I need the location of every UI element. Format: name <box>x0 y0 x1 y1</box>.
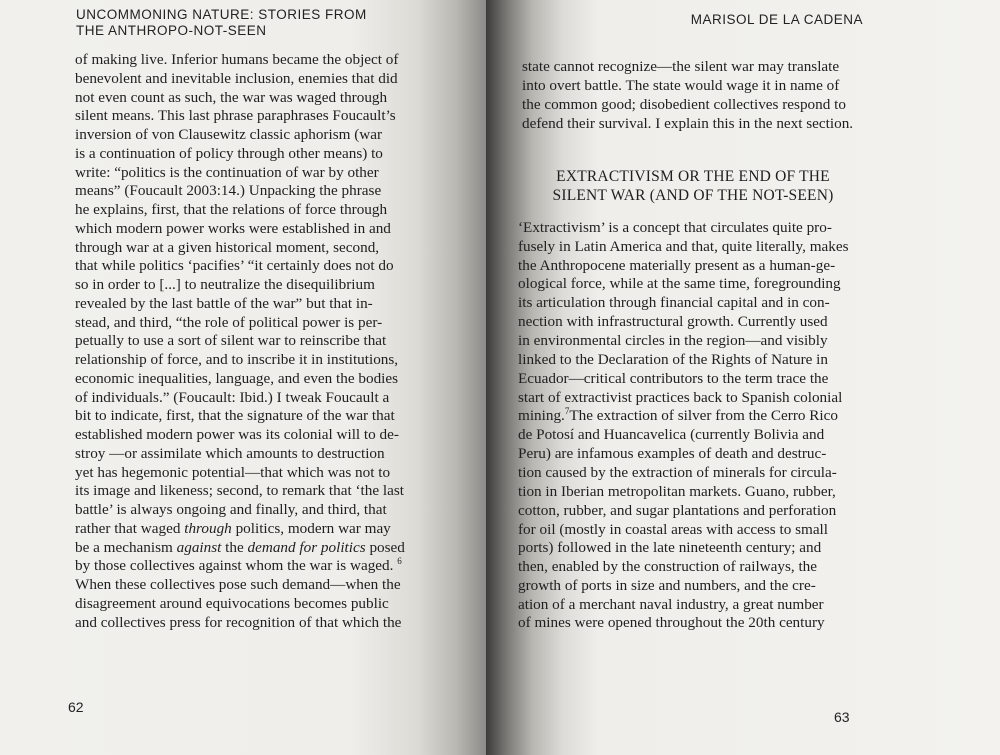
text-line: state cannot recognize—the silent war may translate <box>522 58 840 75</box>
left-page <box>0 0 486 755</box>
text-line: its articulation through financial capital and in con- <box>518 294 830 311</box>
text-line: inversion of von Clausewitz classic aphorism (war <box>75 126 383 143</box>
text-line: means” (Foucault 2003:14.) Unpacking the phrase <box>75 182 382 199</box>
text-line: ological force, while at the same time, foregrounding <box>518 275 841 292</box>
running-head-line: UNCOMMONING NATURE: STORIES FROM <box>76 7 367 22</box>
footnote-marker[interactable]: 7 <box>564 405 570 416</box>
text-line: ‘Extractivism’ is a concept that circulates quite pro- <box>518 219 832 236</box>
text-line: relationship of force, and to inscribe it in institutions, <box>75 351 399 368</box>
text-run: by those collectives against whom the war is waged. <box>75 557 394 574</box>
text-line: of individuals.” (Foucault: Ibid.) I tweak Foucault a <box>75 389 390 406</box>
text-line: not even count as such, the war was waged through <box>75 89 388 106</box>
text-line: linked to the Declaration of the Rights of Nature in <box>518 351 828 368</box>
text-line: benevolent and inevitable inclusion, enemies that did <box>75 70 398 87</box>
text-line <box>75 557 402 575</box>
text-line: and collectives press for recognition of that which the <box>75 614 402 631</box>
text-line: its image and likeness; second, to remark that ‘the last <box>75 482 404 499</box>
text-run: posed <box>365 539 405 556</box>
text-line: of mines were opened throughout the 20th century <box>518 614 825 631</box>
italic-run: against <box>176 539 222 556</box>
text-run: mining. <box>518 407 565 424</box>
footnote-marker[interactable]: 6 <box>397 555 402 566</box>
section-heading-line: EXTRACTIVISM OR THE END OF THE <box>556 168 830 185</box>
running-head-right: MARISOL DE LA CADENA <box>690 12 863 27</box>
text-line: ation of a merchant naval industry, a great number <box>518 596 824 613</box>
text-line: bit to indicate, first, that the signature of the war that <box>75 407 395 424</box>
text-line: revealed by the last battle of the war” but that in- <box>75 295 373 312</box>
page-number-right: 63 <box>834 709 850 725</box>
text-line: into overt battle. The state would wage it in name of <box>522 77 840 94</box>
text-run: politics, modern war may <box>231 520 391 537</box>
text-line: then, enabled by the construction of railways, the <box>518 558 818 575</box>
text-line: he explains, first, that the relations of force through <box>75 201 388 218</box>
text-line: through war at a given historical moment, second, <box>75 239 380 256</box>
text-line: so in order to [...] to neutralize the disequilibrium <box>75 276 375 293</box>
running-head-left <box>76 7 367 39</box>
text-line: write: “politics is the continuation of war by other <box>75 164 379 181</box>
text-line: that while politics ‘pacifies’ “it certainly does not do <box>75 257 394 274</box>
text-line: nection with infrastructural growth. Currently used <box>518 313 828 330</box>
text-line: for oil (mostly in coastal areas with access to small <box>518 521 828 538</box>
text-line: growth of ports in size and numbers, and the cre- <box>518 577 816 594</box>
text-line: de Potosí and Huancavelica (currently Bolivia and <box>518 426 825 443</box>
text-line: ports) followed in the late nineteenth century; and <box>518 539 822 556</box>
text-line: the Anthropocene materially present as a human-ge- <box>518 257 836 274</box>
right-page <box>486 0 1000 755</box>
text-line <box>75 520 391 538</box>
text-line: battle’ is always ongoing and finally, and third, that <box>75 501 387 518</box>
text-line: in environmental circles in the region—and visibly <box>518 332 828 349</box>
text-line: stead, and third, “the role of political power is per- <box>75 314 383 331</box>
text-line: economic inequalities, language, and even the bodies <box>75 370 399 387</box>
text-line: disagreement around equivocations becomes public <box>75 595 389 612</box>
text-line: start of extractivist practices back to Spanish colonial <box>518 389 843 406</box>
text-line <box>75 539 405 557</box>
text-line: tion in Iberian metropolitan markets. Guano, rubber, <box>518 483 836 500</box>
text-line <box>518 407 838 425</box>
running-head-line: THE ANTHROPO-NOT-SEEN <box>76 23 267 38</box>
text-line: tion caused by the extraction of minerals for circula- <box>518 464 837 481</box>
text-run: be a mechanism <box>75 539 173 556</box>
text-line: of making live. Inferior humans became the object of <box>75 51 399 68</box>
text-line: defend their survival. I explain this in the next section. <box>522 115 854 132</box>
section-heading-line: SILENT WAR (AND OF THE NOT-SEEN) <box>552 187 834 204</box>
italic-run: demand for politics <box>247 539 366 556</box>
text-line: Ecuador—critical contributors to the term trace the <box>518 370 829 387</box>
text-line: silent means. This last phrase paraphrases Foucault’s <box>75 107 396 124</box>
text-line: When these collectives pose such demand—when the <box>75 576 401 593</box>
text-line: fusely in Latin America and that, quite literally, makes <box>518 238 849 255</box>
text-line: Peru) are infamous examples of death and destruc- <box>518 445 827 462</box>
italic-run: through <box>184 520 232 537</box>
text-line: petually to use a sort of silent war to reinscribe that <box>75 332 387 349</box>
text-run: The extraction of silver from the Cerro Rico <box>569 407 838 424</box>
page-number-left: 62 <box>68 699 84 715</box>
text-line: which modern power works were established in and <box>75 220 391 237</box>
text-line: yet has hegemonic potential—that which was not to <box>75 464 391 481</box>
text-run: rather that waged <box>75 520 181 537</box>
text-line: stroy —or assimilate which amounts to destruction <box>75 445 385 462</box>
text-line: the common good; disobedient collectives respond to <box>522 96 846 113</box>
text-line: cotton, rubber, and sugar plantations and perforation <box>518 502 837 519</box>
text-run: the <box>221 539 248 556</box>
text-line: established modern power was its colonial will to de- <box>75 426 399 443</box>
text-line: is a continuation of policy through other means) to <box>75 145 383 162</box>
